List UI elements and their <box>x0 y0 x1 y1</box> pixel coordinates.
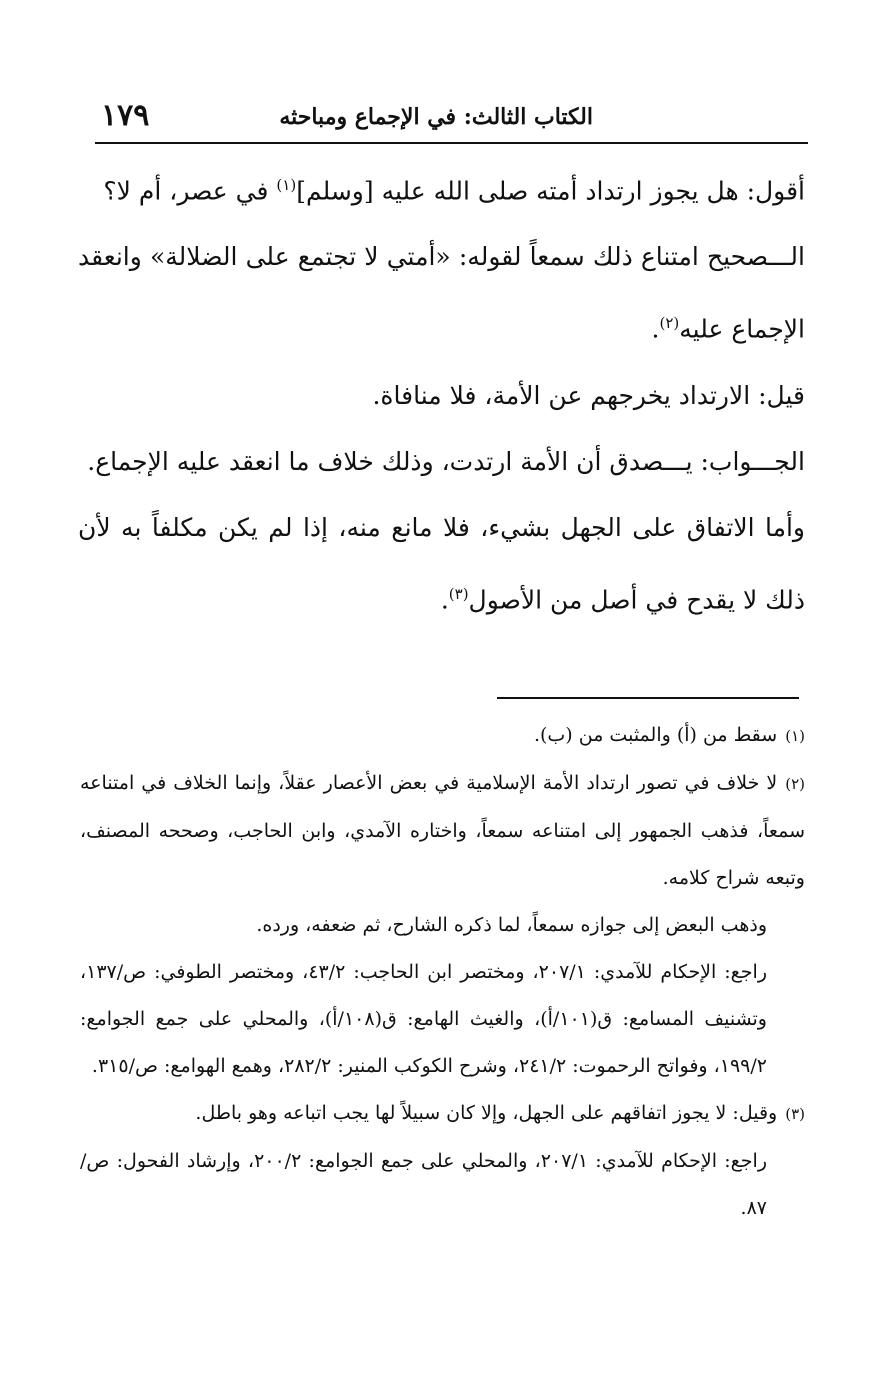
footnote-3-text: وقيل: لا يجوز اتفاقهم على الجهل، وإلا كان سبيلاً لها يجب اتباعه وهو باطل. <box>195 1102 778 1124</box>
paragraph-5-text: وأما الاتفاق على الجهل بشيء، فلا مانع منه، إذا لم يكن مكلفاً به لأن ذلك لا يقدح في أصل من الأصول <box>78 512 805 614</box>
paragraph-2-end: . <box>651 314 660 344</box>
paragraph-1 <box>78 152 805 224</box>
footnote-1-text: سقط من (أ) والمثبت من (ب). <box>533 724 778 746</box>
footnotes <box>80 712 805 1232</box>
footnote-3-mark: (٣) <box>785 1105 805 1123</box>
paragraph-1-end: في عصر، أم لا؟ <box>103 176 277 206</box>
footnote-ref-3: (٣) <box>448 584 469 603</box>
footnote-3-references: راجع: الإحكام للآمدي: ٢٠٧/١، والمحلي على جمع الجوامع: ٢٠٠/٢، وإرشاد الفحول: ص/٨٧. <box>80 1150 767 1219</box>
footnote-2 <box>80 760 805 902</box>
paragraph-3: قيل: الارتداد يخرجهم عن الأمة، فلا منافاة. <box>372 380 805 410</box>
footnote-2-mark: (٢) <box>785 775 805 793</box>
footnote-2-text: لا خلاف في تصور ارتداد الأمة الإسلامية في بعض الأعصار عقلاً، وإنما الخلاف في امتناعه سمعاً، فذهب الجمهور إلى امتناعه سمعاً، واختاره الآمدي، وابن الحاجب، وصححه المصنف، وتبعه شراح كلامه. <box>80 772 805 889</box>
footnote-1-mark: (١) <box>785 727 805 745</box>
page-header <box>95 96 808 144</box>
footnote-1 <box>80 712 805 760</box>
footnote-ref-1: (١) <box>276 176 297 194</box>
paragraph-5-end: . <box>440 584 449 614</box>
footnote-divider <box>497 697 799 699</box>
paragraph-1-text: أقول: هل يجوز ارتداد أمته صلى الله عليه [وسلم] <box>296 176 805 206</box>
paragraph-4: الجـــواب: يـــصدق أن الأمة ارتدت، وذلك خلاف ما انعقد عليه الإجماع. <box>87 446 805 476</box>
paragraph-2 <box>78 224 805 362</box>
paragraph-2-text: الـــصحيح امتناع ذلك سمعاً لقوله: «أمتي لا تجتمع على الضلالة» وانعقد الإجماع عليه <box>78 242 805 344</box>
paragraph-5 <box>78 495 805 633</box>
footnote-ref-2: (٢) <box>659 314 680 333</box>
footnote-3 <box>80 1090 805 1138</box>
footnote-2-references: راجع: الإحكام للآمدي: ٢٠٧/١، ومختصر ابن الحاجب: ٤٣/٢، ومختصر الطوفي: ص/١٣٧، وتشنيف المسامع: ق(١٠١/أ)، والغيث الهامع: ق(١٠٨/أ)، والمحلي على جمع الجوامع: ١٩٩/٢، وفواتح الرحموت: ٢٤١/٢، وشرح الكوكب المنير: ٢٨٢/٢، وهمع الهوامع: ص/٣١٥. <box>80 961 767 1077</box>
main-text <box>78 152 805 633</box>
page-number: ١٧٩ <box>101 98 150 133</box>
footnote-2-continuation: وذهب البعض إلى جوازه سمعاً، لما ذكره الشارح، ثم ضعفه، ورده. <box>256 914 767 936</box>
running-title: الكتاب الثالث: في الإجماع ومباحثه <box>279 104 593 130</box>
